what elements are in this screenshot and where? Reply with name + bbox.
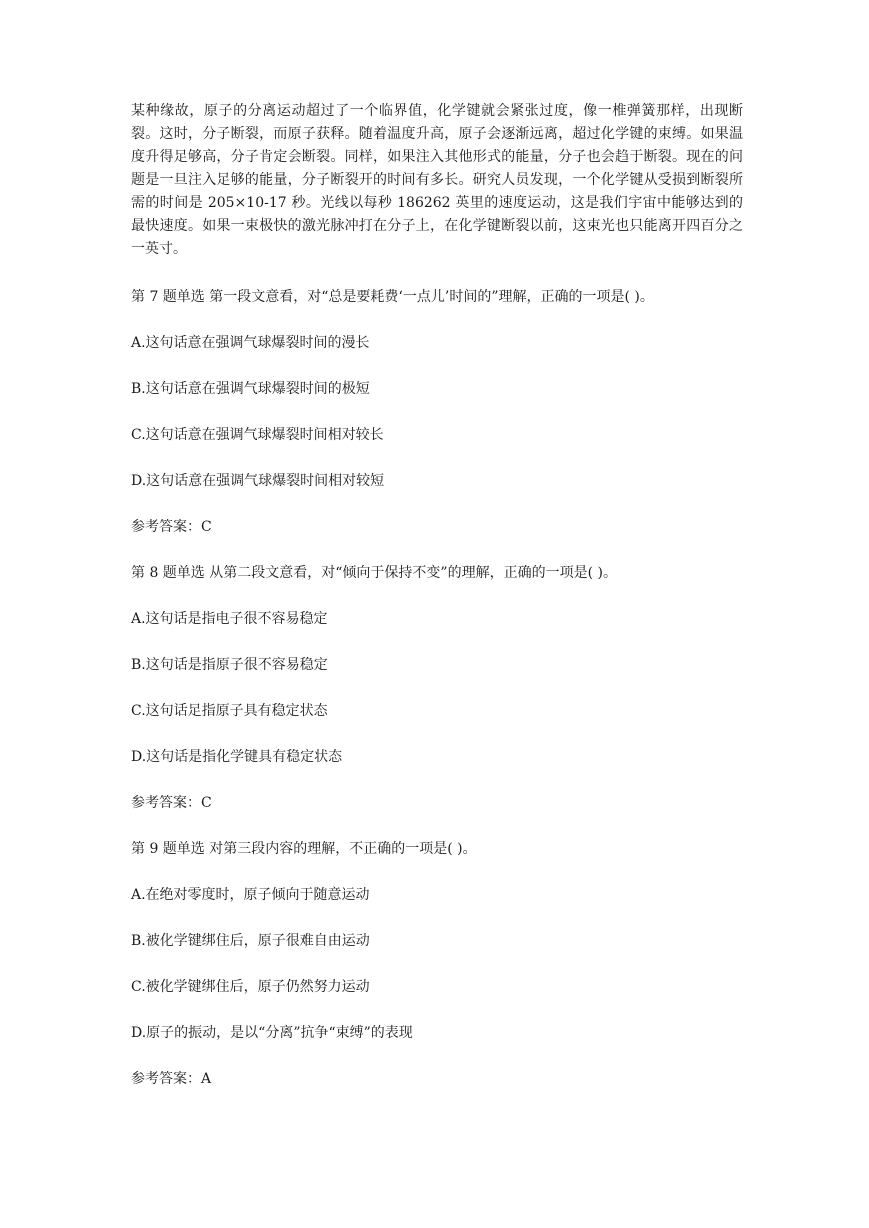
question-9-option-a: A.在绝对零度时，原子倾向于随意运动: [131, 887, 370, 903]
passage-text: 某种缘故，原子的分离运动超过了一个临界值，化学键就会紧张过度，像一椎弹簧那样，出现断裂。这时，分子断裂，而原子获释。随着温度升高，原子会逐渐远离，超过化学键的束缚。如果温度升得足够高，分子肯定会断裂。同样，如果注入其他形式的能量，分子也会趋于断裂。现在的问题是一旦注入足够的能量，分子断裂开的时间有多长。研究人员发现，一个化学键从受损到断裂所需的时间是 205×10-17 秒。光线以每秒 186262 英里的速度运动，这是我们宇宙中能够达到的最快速度。如果一束极快的激光脉冲打在分子上，在化学键断裂以前，这束光也只能离开四百分之一英寸。: [131, 103, 743, 257]
document-page: [131, 100, 743, 1089]
question-7-stem: 第 7 题单选 第一段文意看，对“总是要耗费‘一点儿’时间的”理解，正确的一项是( )。: [131, 289, 654, 305]
question-9-option-b: B.被化学键绑住后，原子很难自由运动: [131, 933, 370, 949]
question-9-option-c: C.被化学键绑住后，原子仍然努力运动: [131, 979, 370, 995]
question-9-option-d: D.原子的振动，是以“分离”抗争“束缚”的表现: [131, 1025, 413, 1041]
question-8-option-d: D.这句话是指化学键具有稳定状态: [131, 749, 343, 765]
question-7-option-d: D.这句话意在强调气球爆裂时间相对较短: [131, 473, 385, 489]
question-7-answer: 参考答案：C: [131, 519, 212, 535]
question-7-option-b: B.这句话意在强调气球爆裂时间的极短: [131, 381, 370, 397]
question-8-option-a: A.这句话是指电子很不容易稳定: [131, 611, 328, 627]
question-8-answer: 参考答案：C: [131, 795, 212, 811]
question-7-option-a: A.这句话意在强调气球爆裂时间的漫长: [131, 335, 370, 351]
question-8-option-b: B.这句话是指原子很不容易稳定: [131, 657, 328, 673]
question-8-stem: 第 8 题单选 从第二段文意看，对“倾向于保持不变”的理解，正确的一项是( )。: [131, 565, 617, 581]
question-9-stem: 第 9 题单选 对第三段内容的理解，不正确的一项是( )。: [131, 841, 477, 857]
question-7-option-c: C.这句话意在强调气球爆裂时间相对较长: [131, 427, 384, 443]
question-9-answer: 参考答案：A: [131, 1071, 212, 1087]
question-8-option-c: C.这句话足指原子具有稳定状态: [131, 703, 328, 719]
